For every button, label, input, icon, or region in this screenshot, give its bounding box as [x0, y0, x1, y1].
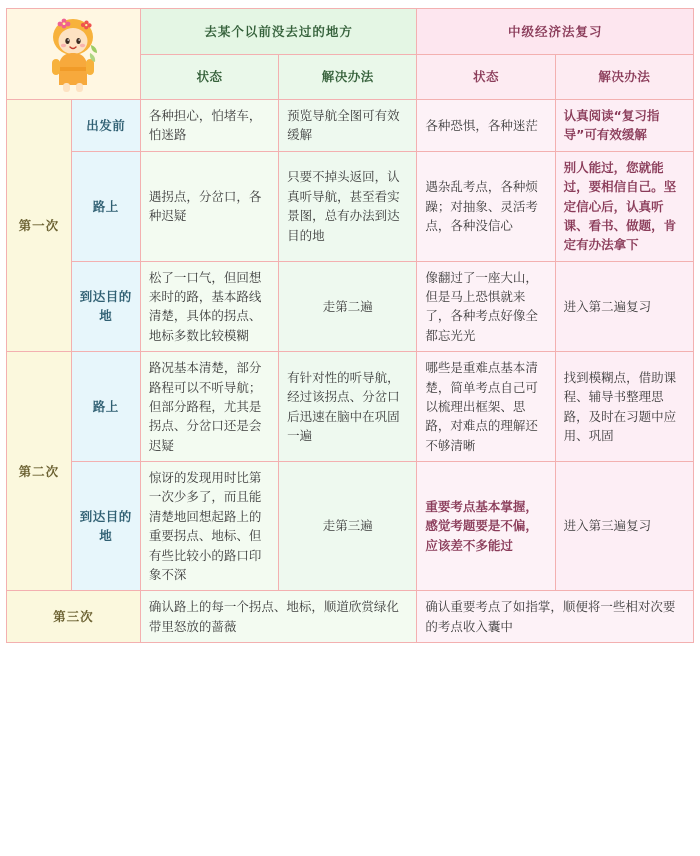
study-solution-2-1: 找到模糊点，借助课程、辅导书整理思路，及时在习题中应用、巩固 [555, 352, 693, 462]
trip-status-2-2: 惊讶的发现用时比第一次少多了，而且能清楚地回想起路上的重要拐点、地标、但有些比较小的路口印象不深 [140, 462, 278, 591]
study-status-2-2: 重要考点基本掌握，感觉考题要是不偏，应该差不多能过 [417, 462, 555, 591]
cartoon-girl-mascot-icon [46, 15, 100, 93]
mascot-icon [7, 9, 141, 100]
table-row [7, 261, 694, 352]
trip-solution-1-1: 预览导航全图可有效缓解 [279, 100, 417, 152]
column-header-study-status: 状态 [417, 54, 555, 100]
column-header-trip-solution: 解决办法 [279, 54, 417, 100]
study-solution-2-2: 进入第三遍复习 [555, 462, 693, 591]
comparison-table [6, 8, 694, 643]
column-header-trip-status: 状态 [140, 54, 278, 100]
trip-solution-1-3: 走第二遍 [279, 261, 417, 352]
group-header-trip: 去某个以前没去过的地方 [140, 9, 417, 55]
table-header-row-groups [7, 9, 694, 55]
trip-solution-2-1: 有针对性的听导航，经过该拐点、分岔口后迅速在脑中在巩固一遍 [279, 352, 417, 462]
trip-solution-1-2: 只要不掉头返回，认真听导航，甚至看实景图，总有办法到达目的地 [279, 151, 417, 261]
table-row [7, 151, 694, 261]
stage-label-2-1: 路上 [71, 352, 140, 462]
round-label-3: 第三次 [7, 591, 141, 643]
study-status-1-3: 像翻过了一座大山，但是马上恐惧就来了，各种考点好像全都忘光光 [417, 261, 555, 352]
stage-label-1-3: 到达目的地 [71, 261, 140, 352]
table-row [7, 462, 694, 591]
stage-label-2-2: 到达目的地 [71, 462, 140, 591]
column-header-study-solution: 解决办法 [555, 54, 693, 100]
group-header-study: 中级经济法复习 [417, 9, 694, 55]
study-solution-1-1: 认真阅读“复习指导”可有效缓解 [555, 100, 693, 152]
trip-status-2-1: 路况基本清楚，部分路程可以不听导航；但部分路程，尤其是拐点、分岔口还是会迟疑 [140, 352, 278, 462]
study-status-2-1: 哪些是重难点基本清楚，简单考点自己可以梳理出框架、思路，对难点的理解还不够清晰 [417, 352, 555, 462]
round-label-2: 第二次 [7, 352, 72, 591]
study-solution-1-3: 进入第二遍复习 [555, 261, 693, 352]
trip-status-1-1: 各种担心，怕堵车，怕迷路 [140, 100, 278, 152]
table-row [7, 100, 694, 152]
trip-solution-2-2: 走第三遍 [279, 462, 417, 591]
stage-label-1-1: 出发前 [71, 100, 140, 152]
table-row [7, 591, 694, 643]
study-status-1-2: 遇杂乱考点，各种烦躁；对抽象、灵活考点，各种没信心 [417, 151, 555, 261]
stage-label-1-2: 路上 [71, 151, 140, 261]
study-solution-1-2: 别人能过，您就能过，要相信自己。坚定信心后，认真听课、看书、做题，肯定有办法拿下 [555, 151, 693, 261]
table-row [7, 352, 694, 462]
study-summary-3: 确认重要考点了如指掌，顺便将一些相对次要的考点收入囊中 [417, 591, 694, 643]
study-status-1-1: 各种恐惧，各种迷茫 [417, 100, 555, 152]
trip-status-1-3: 松了一口气，但回想来时的路，基本路线清楚，具体的拐点、地标多数比较模糊 [140, 261, 278, 352]
round-label-1: 第一次 [7, 100, 72, 352]
trip-summary-3: 确认路上的每一个拐点、地标，顺道欣赏绿化带里怒放的蔷薇 [140, 591, 417, 643]
trip-status-1-2: 遇拐点，分岔口，各种迟疑 [140, 151, 278, 261]
